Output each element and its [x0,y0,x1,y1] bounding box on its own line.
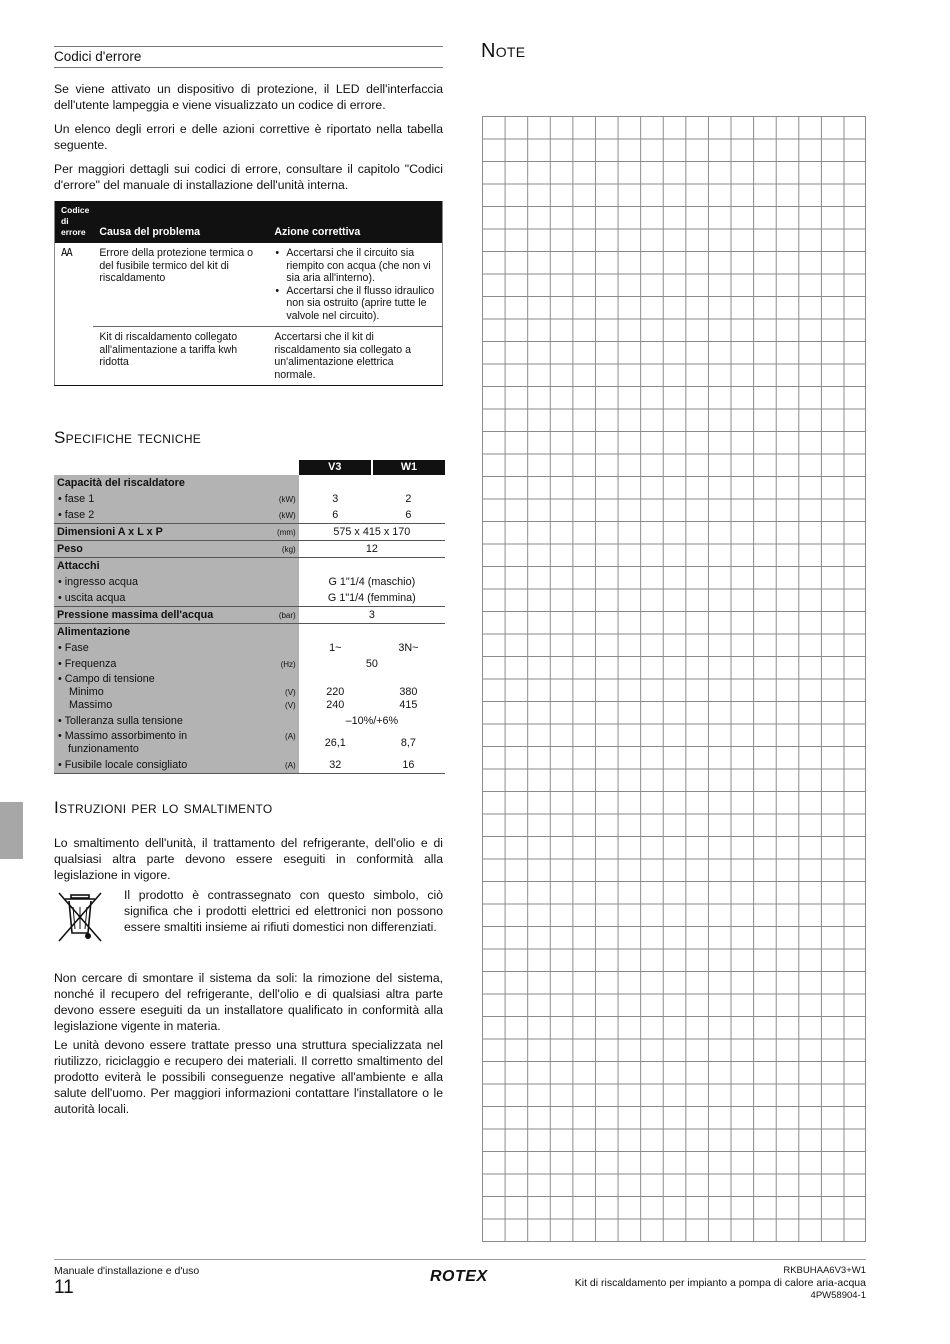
spec-label: • fase 1 [54,491,245,507]
error-code: AA [61,247,72,259]
spec-label: • Campo di tensione Minimo Massimo [54,672,245,713]
spec-label: Dimensioni A x L x P [54,524,245,541]
note-heading: Note [481,40,526,62]
product-description: Kit di riscaldamento per impianto a pompa di calore aria-acqua [574,1277,866,1289]
spec-label: Attacchi [54,558,299,575]
spec-label: Alimentazione [54,624,299,641]
spec-label: • fase 2 [54,507,245,524]
page-number: 11 [54,1277,74,1298]
cause-header: Causa del problema [93,201,268,243]
disposal-paragraph: Non cercare di smontare il sistema da soli: la rimozione del sistema, nonché il recupero del refrigerante, dell'olio e di qualsiasi altra parte devono essere eseguiti da un installatore qualificato in conformità alla legislazione vigente in materia. [54,971,443,1033]
note-grid [482,116,866,1242]
action-item: • Accertarsi che il circuito sia riempito con acqua (che non vi sia aria all'interno). [286,247,436,285]
spec-label: • Frequenza [54,656,245,672]
cause-cell: Kit di riscaldamento collegato all'alimentazione a tariffa kwh ridotta [99,331,238,368]
spec-heading: Specifiche tecniche [54,428,202,447]
spec-label: Pressione massima dell'acqua [54,607,245,624]
error-table [54,201,443,386]
col-v3: V3 [299,460,372,475]
disposal-paragraph: Lo smaltimento dell'unità, il trattamento del refrigerante, dell'olio e di qualsiasi altra parte devono essere eseguiti in conformità alla legislazione in vigore. [54,836,443,882]
paragraph-list: Un elenco degli errori e delle azioni correttive è riportato nella tabella seguente. [54,122,443,152]
action-header: Azione correttiva [268,201,442,243]
manual-title: Manuale d'installazione e d'uso [54,1265,200,1277]
spec-label: • uscita acqua [54,590,245,607]
paragraph-led: Se viene attivato un dispositivo di protezione, il LED dell'interfaccia dell'utente lampeggia e viene visualizzato un codice di errore. [54,82,443,112]
spec-label: • Tolleranza sulla tensione [54,713,245,729]
spec-label: Peso [54,541,245,558]
model-code: RKBUHAA6V3+W1 [783,1265,866,1276]
spec-label: • ingresso acqua [54,574,245,590]
col-w1: W1 [372,460,445,475]
paragraph-details: Per maggiori dettagli sui codici di errore, consultare il capitolo "Codici d'errore" del manuale di installazione dell'unità interna. [54,162,443,192]
spec-table: V3 W1 Capacità del riscaldatore • fase 1 (kW) 3 2 • fase 2 (kW) 6 6 Dimensioni A x L x P (mm) 575 x 415 x 170 Peso (kg) 12 Attacchi • ingresso acqua G 1"1/4 (maschio) • uscita acqua G 1"1/4 (femmina) Pressione massima dell'acqua (bar) 3 Alimentazione • Fase 1~ 3N~ • Frequenza (Hz) 50 • Campo di tensione Minimo Massimo (V) (V) 220 240 380 415 • Tolleranza sulla tensione –10%/+6% • Massimo assorbimento in funzionamento (A) 26,1 8,7 • Fusibile locale consigliato (A) 32 16 [54,460,445,774]
spec-label: Capacità del riscaldatore [54,475,299,491]
action-item: • Accertarsi che il flusso idraulico non sia ostruito (aprire tutte le valvole nel circuito). [286,285,436,323]
disposal-paragraph: Le unità devono essere trattate presso una struttura specializzata nel riutilizzo, riciclaggio e recupero dei materiali. Il corretto smaltimento del prodotto eviterà le possibili conseguenze negative all'ambiente e alla salute dell'uomo. Per maggiori informazioni contattare l'installatore o le autorità locali. [54,1038,443,1116]
disposal-heading: Istruzioni per lo smaltimento [54,798,273,817]
action-cell: Accertarsi che il kit di riscaldamento sia collegato a un'alimentazione elettrica normale. [274,331,411,381]
spec-label: • Fusibile locale consigliato [54,757,245,774]
cause-cell: Errore della protezione termica o del fusibile termico del kit di riscaldamento [93,243,268,327]
action-cell [268,243,442,327]
error-codes-heading: Codici d'errore [54,49,142,64]
side-tab [0,802,23,859]
brand-logo: ROTEX [430,1268,488,1285]
spec-label: • Fase [54,640,245,656]
error-code-header: Codice di errore [55,201,94,243]
wee-bin-icon [55,889,107,945]
disposal-symbol-text: Il prodotto è contrassegnato con questo simbolo, ciò significa che i prodotti elettrici ed elettronici non possono essere smaltiti insieme ai rifiuti domestici non differenziati. [124,888,443,934]
document-code: 4PW58904-1 [810,1290,866,1301]
spec-label: • Massimo assorbimento in funzionamento [54,729,245,757]
